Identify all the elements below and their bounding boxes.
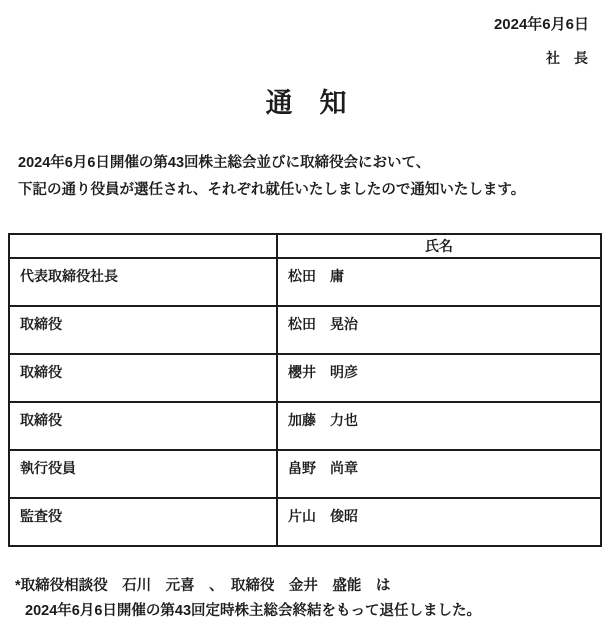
- name-cell: 片山 俊昭: [277, 498, 601, 546]
- page-title: 通 知: [265, 88, 347, 118]
- retirement-footnote: [15, 574, 481, 623]
- position-cell: 取締役: [9, 402, 277, 450]
- footnote-line-2: 2024年6月6日開催の第43回定時株主総会終結をもって退任しました。: [25, 602, 482, 619]
- body-line-2: 下記の通り役員が選任され、それぞれ就任いたしましたので通知いたします。: [18, 182, 526, 198]
- document-date: 2024年6月6日: [493, 16, 589, 33]
- table-row: [9, 258, 601, 306]
- position-cell: 監査役: [9, 498, 277, 546]
- table-row: [9, 402, 601, 450]
- name-cell: 加藤 力也: [277, 402, 601, 450]
- position-cell: 代表取締役社長: [9, 258, 277, 306]
- name-cell: 松田 庸: [277, 258, 601, 306]
- table-row: [9, 450, 601, 498]
- table-row: [9, 354, 601, 402]
- signer-title: 社 長: [546, 50, 588, 66]
- name-cell: 畠野 尚章: [277, 450, 601, 498]
- position-cell: 取締役: [9, 306, 277, 354]
- position-header-cell: [9, 234, 277, 258]
- position-cell: 取締役: [9, 354, 277, 402]
- body-paragraph: [18, 150, 602, 204]
- body-line-1: 2024年6月6日開催の第43回株主総会並びに取締役会において、: [18, 155, 431, 171]
- footnote-line-1: *取締役相談役 石川 元喜 、 取締役 金井 盛能 は: [15, 578, 391, 594]
- officer-table: [8, 233, 602, 547]
- table-row: [9, 498, 601, 546]
- position-cell: 執行役員: [9, 450, 277, 498]
- name-cell: 松田 晃治: [277, 306, 601, 354]
- name-header-cell: 氏名: [277, 234, 601, 258]
- table-row: [9, 306, 601, 354]
- table-header-row: [9, 234, 601, 258]
- name-cell: 櫻井 明彦: [277, 354, 601, 402]
